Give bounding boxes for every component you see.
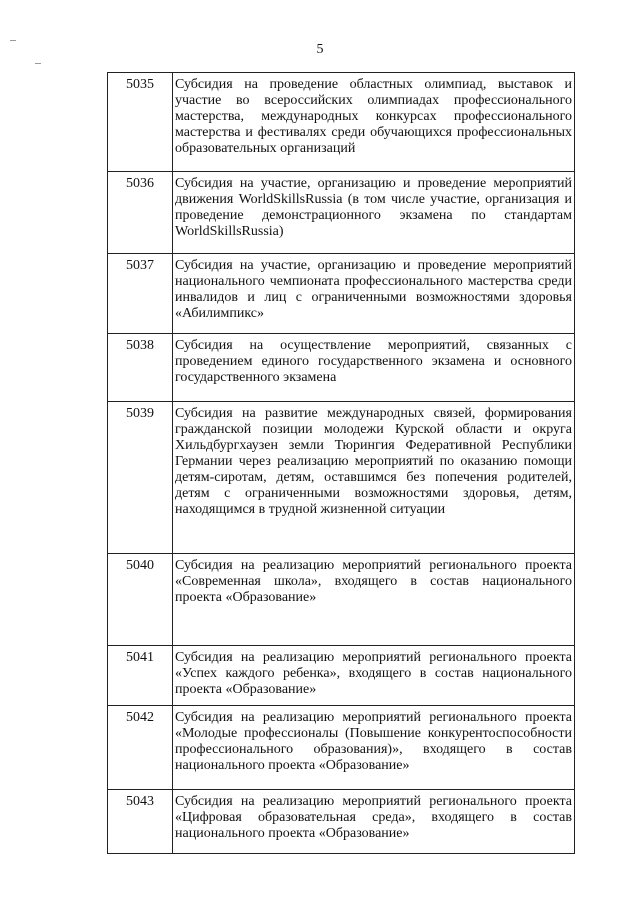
table-row: [108, 706, 574, 790]
subsidy-code: 5037: [108, 254, 173, 333]
subsidy-description: Субсидия на реализацию мероприятий регионального проекта «Цифровая образовательная среда», входящего в состав национального проекта «Образование»: [175, 794, 572, 841]
page-number: 5: [316, 42, 324, 57]
subsidy-code: 5041: [108, 646, 173, 705]
scan-artifact: [35, 63, 41, 64]
table-row: [108, 554, 574, 646]
subsidy-code: 5039: [108, 402, 173, 553]
subsidy-description: Субсидия на реализацию мероприятий регионального проекта «Современная школа», входящего в состав национального проекта «Образование»: [175, 558, 572, 605]
table-row: [108, 334, 574, 402]
subsidy-description: Субсидия на реализацию мероприятий регионального проекта «Успех каждого ребенка», входящего в состав национального проекта «Образование»: [175, 650, 572, 697]
subsidy-description: Субсидия на участие, организацию и проведение мероприятий национального чемпионата профессионального мастерства среди инвалидов и лиц с ограниченными возможностями здоровья «Абилимпикс»: [175, 258, 572, 321]
subsidy-description: Субсидия на участие, организацию и проведение мероприятий движения WorldSkillsRussia (в том числе участие, организация и проведение демонстрационного экзамена по стандартам WorldSkillsRussia): [175, 176, 572, 239]
subsidy-description: Субсидия на развитие международных связей, формирования гражданской позиции молодежи Курской области и округа Хильдбургхаузен земли Тюрингия Федеративной Республики Германии через реализацию мероприятий по оказанию помощи детям-сиротам, детям, оставшимся без попечения родителей, детям с ограниченными возможностями здоровья, детям, находящимся в трудной жизненной ситуации: [175, 406, 572, 517]
subsidy-code: 5040: [108, 554, 173, 645]
subsidy-description: Субсидия на проведение областных олимпиад, выставок и участие во всероссийских олимпиадах профессионального мастерства, международных конкурсах профессионального мастерства и фестивалях среди обучающихся профессиональных образовательных организаций: [175, 77, 572, 156]
table-row: [108, 254, 574, 334]
subsidy-code: 5043: [108, 790, 173, 853]
table-row: [108, 402, 574, 554]
subsidy-codes-table: [107, 72, 575, 854]
subsidy-code: 5035: [108, 73, 173, 171]
table-row: [108, 73, 574, 172]
table-row: [108, 790, 574, 854]
subsidy-code: 5036: [108, 172, 173, 253]
subsidy-description: Субсидия на реализацию мероприятий регионального проекта «Молодые профессионалы (Повышение конкурентоспособности профессионального образования)», входящего в состав национального проекта «Образование»: [175, 710, 572, 773]
subsidy-code: 5042: [108, 706, 173, 789]
subsidy-description: Субсидия на осуществление мероприятий, связанных с проведением единого государственного экзамена и основного государственного экзамена: [175, 338, 572, 385]
table-row: [108, 646, 574, 706]
table-row: [108, 172, 574, 254]
scan-artifact: [10, 40, 16, 41]
subsidy-code: 5038: [108, 334, 173, 401]
